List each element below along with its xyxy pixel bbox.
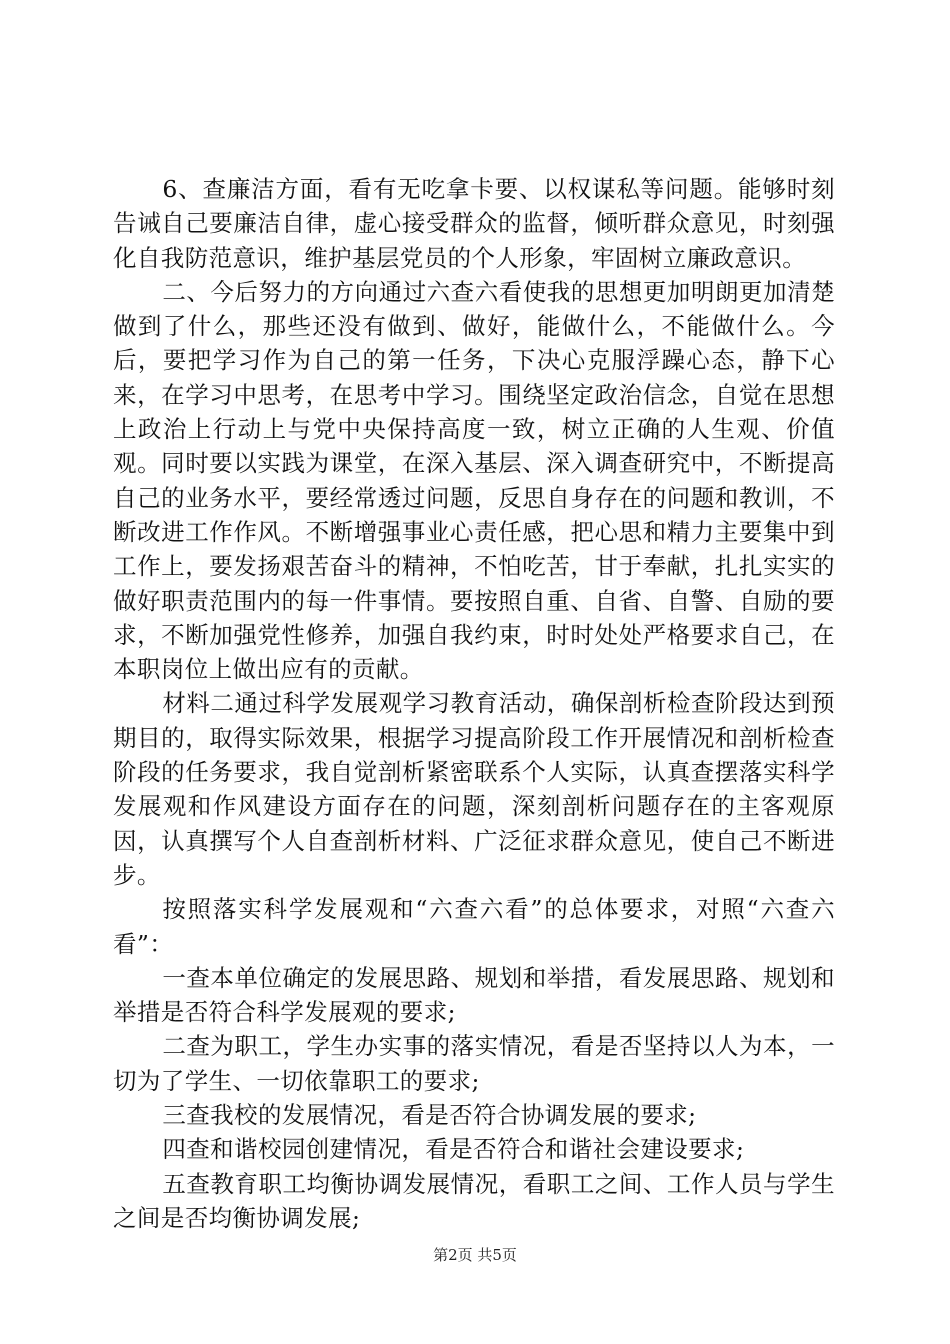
paragraph-check-one: 一查本单位确定的发展思路、规划和举措，看发展思路、规划和举措是否符合科学发展观的要求; xyxy=(113,963,835,1027)
paragraph-check-four: 四查和谐校园创建情况，看是否符合和谐社会建设要求; xyxy=(162,1135,745,1164)
paragraph-six-checks-intro: 按照落实科学发展观和“六查六看”的总体要求，对照“六查六看”： xyxy=(113,895,835,958)
paragraph-future-direction: 二、今后努力的方向通过六查六看使我的思想更加明朗更加清楚做到了什么，那些还没有做到、做好，能做什么，不能做什么。今后，要把学习作为自己的第一任务，下决心克服浮躁心态，静下心来，在学习中思考，在思考中学习。围绕坚定政治信念，自觉在思想上政治上行动上与党中央保持高度一致，树立正确的人生观、价值观。同时要以实践为课堂，在深入基层、深入调查研究中，不断提高自己的业务水平，要经常透过问题，反思自身存在的问题和教训，不断改进工作作风。不断增强事业心责任感，把心思和精力主要集中到工作上，要发扬艰苦奋斗的精神，不怕吃苦，甘于奉献，扎扎实实的做好职责范围内的每一件事情。要按照自重、自省、自警、自励的要求，不断加强党性修养，加强自我约束，时时处处严格要求自己，在本职岗位上做出应有的贡献。 xyxy=(113,277,835,684)
paragraph-integrity-check: 6、查廉洁方面，看有无吃拿卡要、以权谋私等问题。能够时刻告诫自己要廉洁自律，虚心接受群众的监督，倾听群众意见，时刻强化自我防范意识，维护基层党员的个人形象，牢固树立廉政意识。 xyxy=(113,175,835,272)
page-number-footer: 第2页 共5页 xyxy=(433,1246,517,1264)
paragraph-check-two: 二查为职工，学生办实事的落实情况，看是否坚持以人为本，一切为了学生、一切依靠职工的要求; xyxy=(113,1032,835,1095)
paragraph-check-five: 五查教育职工均衡协调发展情况，看职工之间、工作人员与学生之间是否均衡协调发展; xyxy=(113,1169,835,1232)
paragraph-check-three: 三查我校的发展情况，看是否符合协调发展的要求; xyxy=(162,1101,697,1130)
paragraph-material-two: 材料二通过科学发展观学习教育活动，确保剖析检查阶段达到预期目的，取得实际效果，根据学习提高阶段工作开展情况和剖析检查阶段的任务要求，我自觉剖析紧密联系个人实际，认真查摆落实科学发展观和作风建设方面存在的问题，深刻剖析问题存在的主客观原因，认真撰写个人自查剖析材料、广泛征求群众意见，使自己不断进步。 xyxy=(113,689,835,889)
document-body xyxy=(113,172,835,1235)
